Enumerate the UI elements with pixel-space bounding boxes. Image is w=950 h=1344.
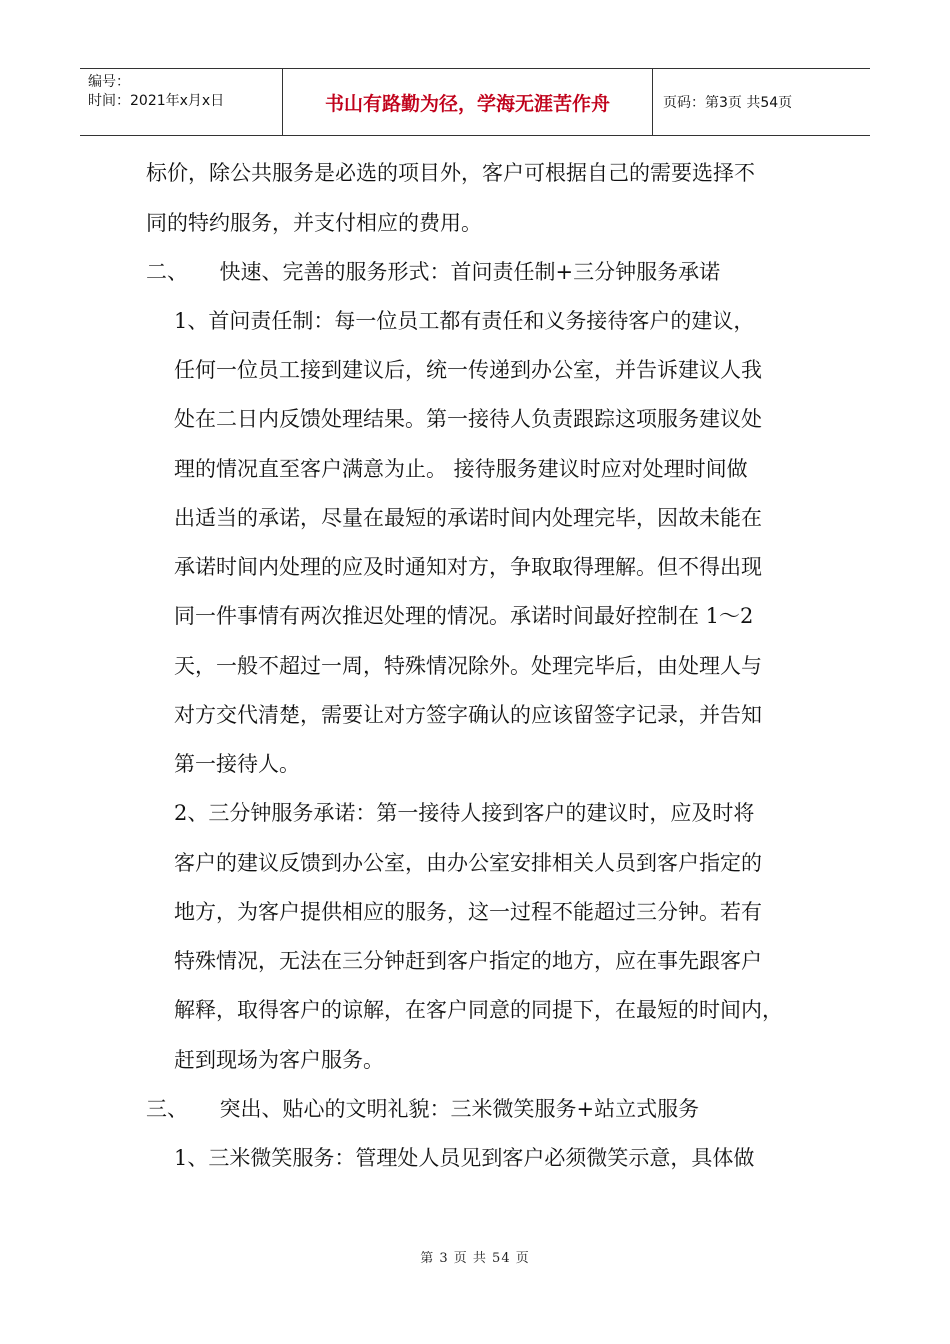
text-line: 同的特约服务，并支付相应的费用。 xyxy=(146,211,482,235)
text-line: 2、三分钟服务承诺：第一接待人接到客户的建议时，应及时将 xyxy=(174,801,755,825)
number-label: 编号： xyxy=(88,74,130,90)
text-line: 地方，为客户提供相应的服务，这一过程不能超过三分钟。若有 xyxy=(174,900,762,924)
header-meta xyxy=(80,69,283,135)
text-line: 特殊情况，无法在三分钟赶到客户指定的地方，应在事先跟客户 xyxy=(174,949,762,973)
text-line: 承诺时间内处理的应及时通知对方，争取取得理解。但不得出现 xyxy=(174,555,762,579)
header-motto: 书山有路勤为径，学海无涯苦作舟 xyxy=(283,69,653,135)
section-heading: 二、 快速、完善的服务形式：首问责任制+三分钟服务承诺 xyxy=(146,260,721,284)
text-line: 理的情况直至客户满意为止。 接待服务建议时应对处理时间做 xyxy=(174,457,748,481)
text-line: 1、首问责任制：每一位员工都有责任和义务接待客户的建议， xyxy=(174,309,755,333)
date-label: 时间：2021年x月x日 xyxy=(88,93,225,109)
text-line: 同一件事情有两次推迟处理的情况。承诺时间最好控制在 1～2 xyxy=(174,604,754,628)
text-line: 第一接待人。 xyxy=(174,752,300,776)
text-line: 1、三米微笑服务：管理处人员见到客户必须微笑示意，具体做 xyxy=(174,1146,755,1170)
text-line: 解释，取得客户的谅解，在客户同意的同提下，在最短的时间内， xyxy=(174,998,783,1022)
page-header xyxy=(80,68,870,136)
section-heading: 三、 突出、贴心的文明礼貌：三米微笑服务+站立式服务 xyxy=(146,1097,700,1121)
text-line: 客户的建议反馈到办公室，由办公室安排相关人员到客户指定的 xyxy=(174,851,762,875)
text-line: 标价，除公共服务是必选的项目外，客户可根据自己的需要选择不 xyxy=(146,161,755,185)
page-footer: 第 3 页 共 54 页 xyxy=(420,1251,530,1266)
text-line: 处在二日内反馈处理结果。第一接待人负责跟踪这项服务建议处 xyxy=(174,407,762,431)
text-line: 赶到现场为客户服务。 xyxy=(174,1048,384,1072)
header-page-info: 页码：第3页 共54页 xyxy=(663,95,793,111)
text-line: 天，一般不超过一周，特殊情况除外。处理完毕后，由处理人与 xyxy=(174,654,762,678)
text-line: 任何一位员工接到建议后，统一传递到办公室，并告诉建议人我 xyxy=(174,358,762,382)
text-line: 出适当的承诺，尽量在最短的承诺时间内处理完毕，因故未能在 xyxy=(174,506,762,530)
text-line: 对方交代清楚，需要让对方签字确认的应该留签字记录，并告知 xyxy=(174,703,762,727)
